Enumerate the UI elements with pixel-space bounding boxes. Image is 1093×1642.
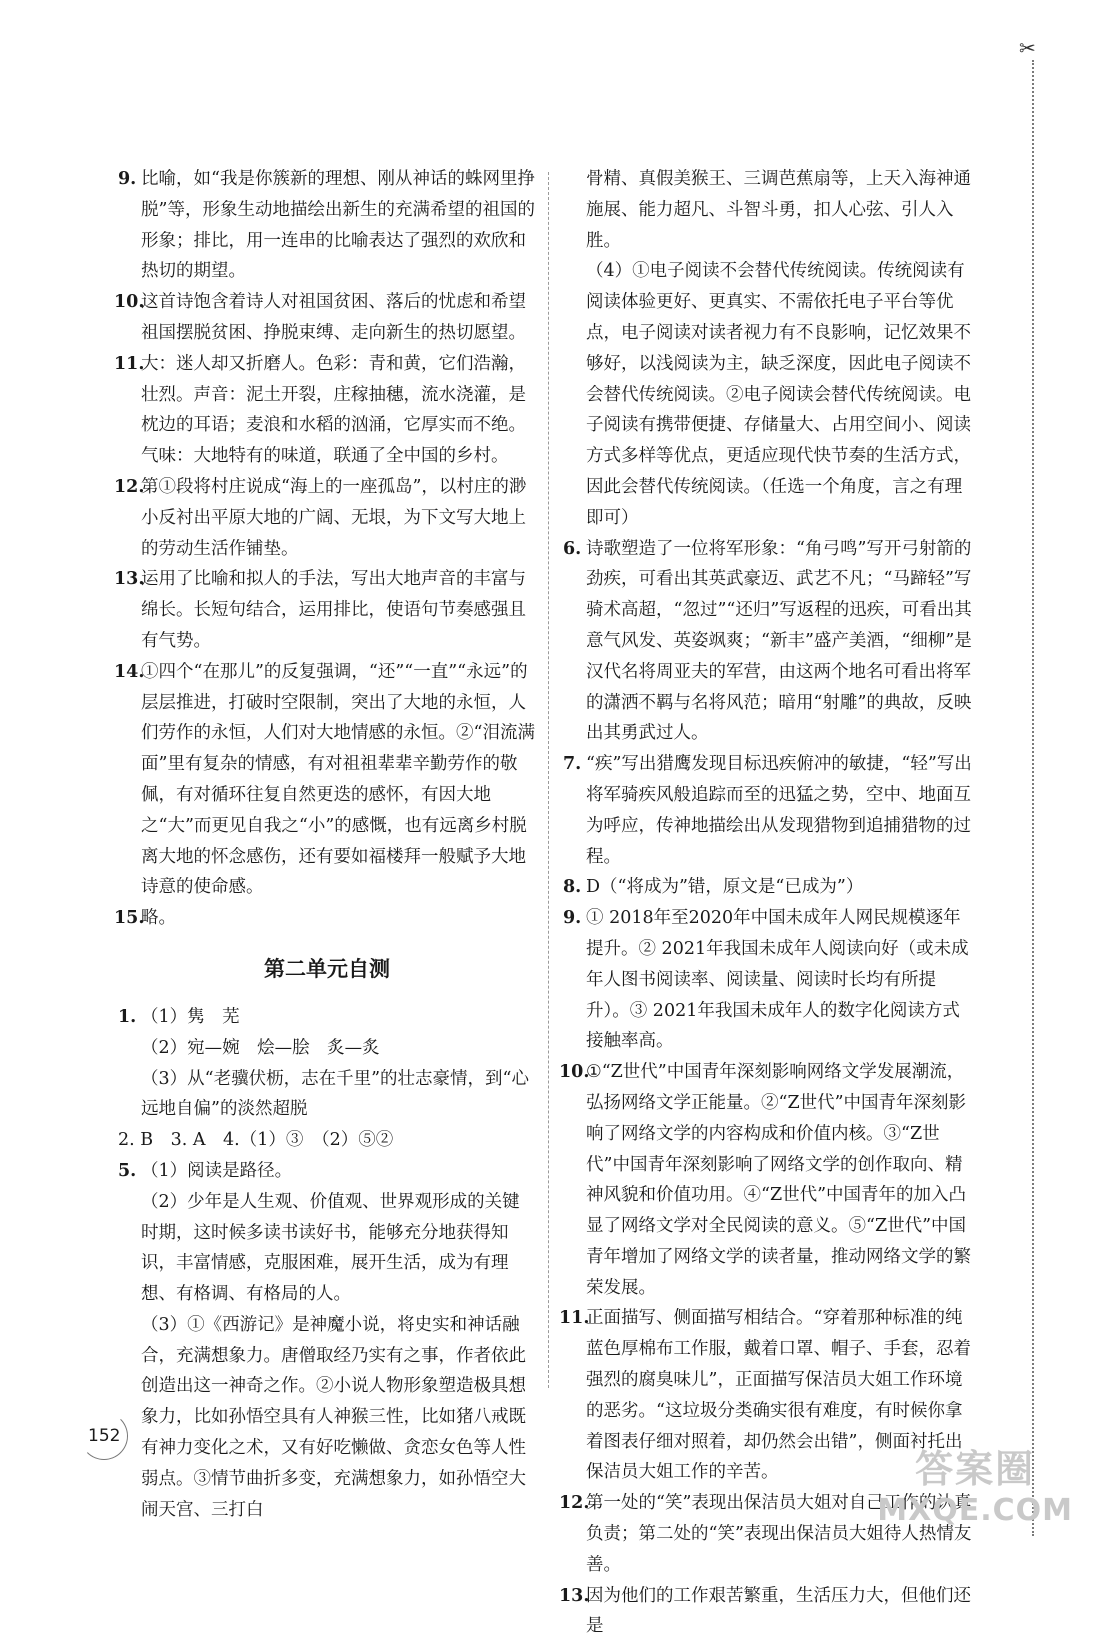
- item-text: 略。: [141, 908, 176, 929]
- item-number: 1.: [118, 1006, 137, 1027]
- answer-item: [114, 903, 536, 934]
- watermark-logo: 答案圈: [915, 1447, 1036, 1491]
- item-text: D（“将成为”错，原文是“已成为”）: [586, 877, 864, 898]
- item-number: 9.: [563, 908, 582, 929]
- item-text: 正面描写、侧面描写相结合。“穿着那种标准的纯蓝色厚棉布工作服，戴着口罩、帽子、手套，忍着强烈的腐臭味儿”，正面描写保洁员大姐工作环境的恶劣。“这垃圾分类确实很有难度，有时候你拿着图表仔细对照着，却仍然会出错”，侧面衬托出保洁员大姐工作的辛苦。: [586, 1308, 971, 1483]
- item-number: 14.: [114, 661, 145, 682]
- item-number: 12.: [559, 1493, 590, 1514]
- scissors-icon: ✂: [1019, 36, 1036, 60]
- answer-line: 2. B 3. A 4.（1）③ （2）⑤②: [118, 1130, 394, 1151]
- item-number: 10.: [559, 1062, 590, 1083]
- answer-item: [114, 472, 536, 564]
- item-number: 5.: [118, 1160, 137, 1181]
- answer-item: [114, 349, 536, 472]
- item-number: 8.: [563, 877, 582, 898]
- item-text: 运用了比喻和拟人的手法，写出大地声音的丰富与绵长。长短句结合，运用排比，使语句节奏感强且有气势。: [141, 569, 526, 651]
- answer-item: [114, 657, 536, 903]
- item-text: （1）隽 芜: [141, 1006, 240, 1027]
- item-text: 比喻，如“我是你簇新的理想、刚从神话的蛛网里挣脱”等，形象生动地描绘出新生的充满希望的祖国的形象；排比，用一连串的比喻表达了强烈的欢欣和热切的期望。: [141, 169, 535, 282]
- item-text: ①“Z世代”中国青年深刻影响网络文学发展潮流，弘扬网络文学正能量。②“Z世代”中国青年深刻影响了网络文学的内容构成和价值内核。③“Z世代”中国青年深刻影响了网络文学的创作取向、精神风貌和价值功用。④“Z世代”中国青年的加入凸显了网络文学对全民阅读的意义。⑤“Z世代”中国青年增加了网络文学的读者量，推动网络文学的繁荣发展。: [586, 1062, 971, 1298]
- item-number: 13.: [559, 1585, 590, 1606]
- item-number: 15.: [114, 908, 145, 929]
- answer-item: [118, 1002, 536, 1033]
- section-title: 第二单元自测: [264, 956, 390, 981]
- item-text: 诗歌塑造了一位将军形象：“角弓鸣”写开弓射箭的劲疾，可看出其英武豪迈、武艺不凡；“马蹄轻”写骑术高超，“忽过”“还归”写返程的迅疾，可看出其意气风发、英姿飒爽；“新丰”盛产美酒，“细柳”是汉代名将周亚夫的军营，由这两个地名可看出将军的潇洒不羁与名将风范；暗用“射雕”的典故，反映出其勇武过人。: [586, 538, 972, 744]
- item-text: “疾”写出猎鹰发现目标迅疾俯冲的敏捷，“轻”写出将军骑疾风般追踪而至的迅猛之势，空中、地面互为呼应，传神地描绘出从发现猎物到追捕猎物的过程。: [586, 754, 972, 867]
- answer-item: [114, 564, 536, 656]
- item-number: 11.: [114, 353, 145, 374]
- item-text: 这首诗饱含着诗人对祖国贫困、落后的忧虑和希望祖国摆脱贫困、挣脱束缚、走向新生的热切愿望。: [141, 292, 526, 343]
- answer-item: [563, 872, 977, 903]
- item-text: 第①段将村庄说成“海上的一座孤岛”，以村庄的渺小反衬出平原大地的广阔、无垠，为下文写大地上的劳动生活作铺垫。: [141, 476, 527, 559]
- item-number: 12.: [114, 476, 145, 497]
- item-number: 7.: [563, 754, 582, 775]
- sub-answer: （4）①电子阅读不会替代传统阅读。传统阅读有阅读体验更好、更真实、不需依托电子平台等优点，电子阅读对读者视力有不良影响，记忆效果不够好，以浅阅读为主，缺乏深度，因此电子阅读不会替代传统阅读。②电子阅读会替代传统阅读。电子阅读有携带便捷、存储量大、占用空间小、阅读方式多样等优点，更适应现代快节奏的生活方式，因此会替代传统阅读。（任选一个角度，言之有理即可）: [586, 261, 971, 528]
- item-text: 大：迷人却又折磨人。色彩：青和黄，它们浩瀚，壮烈。声音：泥土开裂，庄稼抽穗，流水浇灌，是枕边的耳语；麦浪和水稻的汹涌，它厚实而不绝。气味：大地特有的味道，联通了全中国的乡村。: [141, 353, 526, 467]
- answer-item: [559, 1057, 977, 1303]
- item-text: 第一处的“笑”表现出保洁员大姐对自己工作的认真负责；第二处的“笑”表现出保洁员大姐待人热情友善。: [586, 1493, 972, 1575]
- item-number: 9.: [118, 169, 137, 189]
- page-number: 152: [88, 1426, 121, 1446]
- answer-item: [563, 903, 977, 1057]
- answer-item: [118, 164, 536, 287]
- sub-answer: （3）①《西游记》是神魔小说，将史实和神话融合，充满想象力。唐僧取经乃实有之事，作者依此创造出这一神奇之作。②小说人物形象塑造极具想象力，比如孙悟空具有人神猴三性，比如猪八戒既有神力变化之术，又有好吃懒做、贪恋女色等人性弱点。③情节曲折多变，充满想象力，如孙悟空大闹天宫、三打白: [141, 1314, 526, 1520]
- right-column: [559, 164, 977, 1642]
- column-divider: [548, 172, 549, 1388]
- answer-item: [114, 287, 536, 349]
- answer-item: [563, 749, 977, 872]
- item-number: 10.: [114, 292, 145, 313]
- answer-item: [563, 534, 977, 750]
- item-number: 13.: [114, 569, 145, 590]
- answer-item: [118, 1156, 536, 1187]
- watermark: [877, 1438, 1073, 1528]
- cut-line: [1032, 60, 1034, 1536]
- item-text: ① 2018年至2020年中国未成年人网民规模逐年提升。② 2021年我国未成年人阅读向好（或未成年人图书阅读率、阅读量、阅读时长均有所提升）。③ 2021年我国未成年人的数字化阅读方式接触率高。: [586, 908, 969, 1052]
- item-text: 因为他们的工作艰苦繁重，生活压力大，但他们还是: [586, 1585, 971, 1637]
- answer-item: [559, 1581, 977, 1642]
- left-column: [114, 164, 536, 1525]
- watermark-url: MXQE.COM: [877, 1493, 1073, 1528]
- continuation-text: 骨精、真假美猴王、三调芭蕉扇等，上天入海神通施展、能力超凡、斗智斗勇，扣人心弦、引人入胜。: [586, 169, 971, 251]
- sub-answer: （2）少年是人生观、价值观、世界观形成的关键时期，这时候多读书读好书，能够充分地获得知识，丰富情感，克服困难，展开生活，成为有理想、有格调、有格局的人。: [141, 1191, 520, 1305]
- item-number: 6.: [563, 538, 582, 559]
- sub-answer: （2）宛—婉 烩—脍 炙—炙: [141, 1037, 380, 1058]
- sub-answer: （3）从“老骥伏枥，志在千里”的壮志豪情，到“心远地自偏”的淡然超脱: [141, 1068, 529, 1120]
- item-text: ①四个“在那儿”的反复强调，“还”“一直”“永远”的层层推进，打破时空限制，突出了大地的永恒，人们劳作的永恒，人们对大地情感的永恒。②“泪流满面”里有复杂的情感，有对祖祖辈辈辛勤劳作的敬佩，有对循环往复自然更迭的感怀，有因大地之“大”而更见自我之“小”的感慨，也有远离乡村脱离大地的怀念感伤，还有要如福楼拜一般赋予大地诗意的使命感。: [141, 661, 535, 898]
- item-text: （1）阅读是路径。: [141, 1160, 293, 1181]
- item-number: 11.: [559, 1308, 590, 1329]
